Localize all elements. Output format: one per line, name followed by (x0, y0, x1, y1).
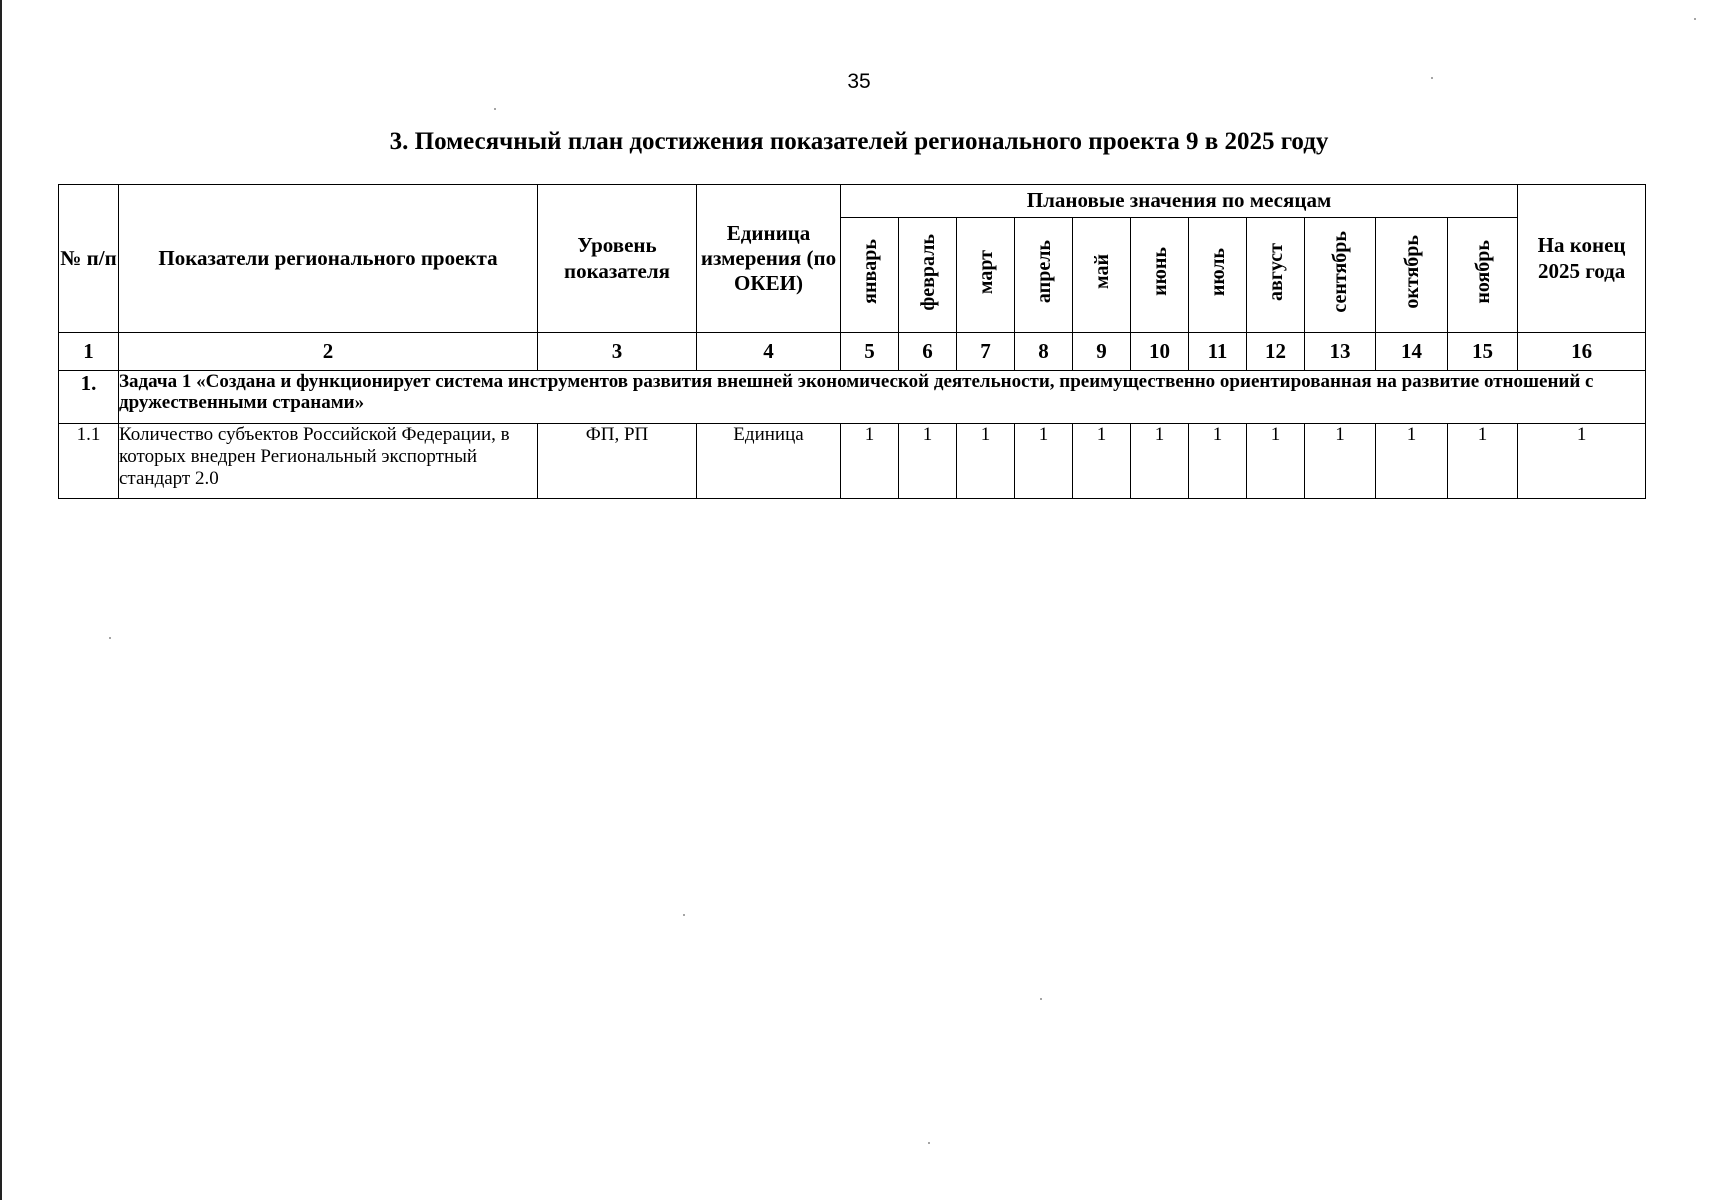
month-value: 1 (1376, 424, 1448, 499)
header-month-cell (1131, 218, 1189, 333)
header-month-cell (957, 218, 1015, 333)
header-month-cell (1073, 218, 1131, 333)
unit-of-measure: Единица (697, 424, 841, 499)
month-label: февраль (916, 233, 939, 311)
header-month-cell (1448, 218, 1518, 333)
month-value: 1 (1015, 424, 1073, 499)
scan-speck (1040, 998, 1042, 1000)
scan-speck (683, 914, 685, 916)
month-value: 1 (1247, 424, 1305, 499)
table-row (59, 424, 1646, 499)
header-planned-by-month: Плановые значения по месяцам (841, 185, 1518, 218)
column-number: 14 (1376, 333, 1448, 371)
month-label: июль (1206, 247, 1229, 296)
page-number: 35 (847, 70, 871, 93)
month-value: 1 (1131, 424, 1189, 499)
column-number: 12 (1247, 333, 1305, 371)
header-month-cell (899, 218, 957, 333)
scan-speck (1431, 77, 1433, 79)
indicator-level: ФП, РП (538, 424, 697, 499)
column-number: 7 (957, 333, 1015, 371)
month-value: 1 (1073, 424, 1131, 499)
page-edge (0, 0, 2, 1200)
task-description: Задача 1 «Создана и функционирует система инструментов развития внешней экономической деятельности, преимущественно ориентированная на развитие отношений с дружественными странами» (119, 371, 1646, 424)
column-number: 2 (119, 333, 538, 371)
header-indicator: Показатели регионального проекта (119, 185, 538, 333)
column-number: 6 (899, 333, 957, 371)
month-value: 1 (1448, 424, 1518, 499)
month-value: 1 (1189, 424, 1247, 499)
header-month-cell (1189, 218, 1247, 333)
month-value: 1 (841, 424, 899, 499)
plan-table (58, 184, 1646, 499)
scan-speck (1694, 18, 1696, 20)
header-month-cell (1305, 218, 1376, 333)
column-number: 16 (1518, 333, 1646, 371)
column-number: 8 (1015, 333, 1073, 371)
column-number: 15 (1448, 333, 1518, 371)
month-label: апрель (1032, 240, 1055, 304)
column-number: 4 (697, 333, 841, 371)
header-month-cell (1247, 218, 1305, 333)
header-month-cell (841, 218, 899, 333)
header-end-of-year: На конец 2025 года (1518, 185, 1646, 333)
month-label: сентябрь (1329, 231, 1351, 313)
column-number: 5 (841, 333, 899, 371)
header-unit: Единица измерения (по ОКЕИ) (697, 185, 841, 333)
column-number: 1 (59, 333, 119, 371)
header-month-cell (1015, 218, 1073, 333)
header-row-1 (59, 185, 1646, 218)
document-title: 3. Помесячный план достижения показателей регионального проекта 9 в 2025 году (389, 128, 1329, 155)
month-value: 1 (899, 424, 957, 499)
end-of-year-value: 1 (1518, 424, 1646, 499)
month-value: 1 (957, 424, 1015, 499)
header-num: № п/п (59, 185, 119, 333)
month-label: январь (858, 239, 881, 305)
month-value: 1 (1305, 424, 1376, 499)
task-number: 1. (59, 371, 119, 424)
column-number: 10 (1131, 333, 1189, 371)
header-level: Уровень показателя (538, 185, 697, 333)
column-number: 9 (1073, 333, 1131, 371)
row-number: 1.1 (59, 424, 119, 499)
scan-speck (928, 1142, 930, 1144)
scan-speck (109, 637, 111, 639)
month-label: октябрь (1400, 235, 1423, 309)
header-month-cell (1376, 218, 1448, 333)
column-number-row (59, 333, 1646, 371)
task-row (59, 371, 1646, 424)
month-label: март (974, 249, 997, 294)
month-label: июнь (1148, 247, 1171, 297)
scan-speck (494, 108, 496, 110)
month-label: август (1264, 242, 1287, 301)
indicator-name: Количество субъектов Российской Федерации, в которых внедрен Региональный экспортный стандарт 2.0 (119, 424, 538, 499)
month-label: ноябрь (1471, 240, 1494, 304)
column-number: 3 (538, 333, 697, 371)
column-number: 13 (1305, 333, 1376, 371)
column-number: 11 (1189, 333, 1247, 371)
month-label: май (1090, 254, 1113, 290)
